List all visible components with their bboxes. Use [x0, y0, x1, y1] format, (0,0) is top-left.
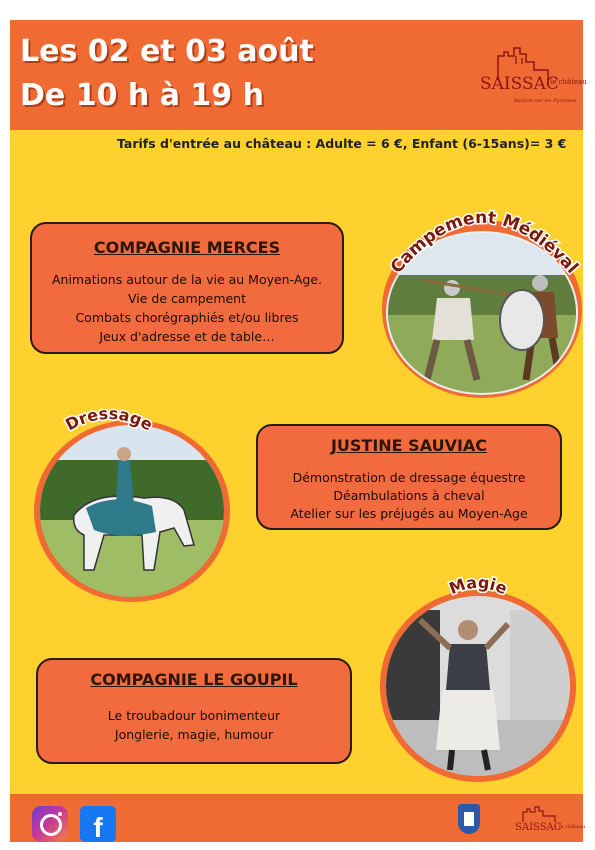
goupil-title: COMPAGNIE LE GOUPIL	[90, 670, 298, 689]
castle-logo-icon	[515, 804, 575, 824]
dressage-photo	[34, 420, 230, 602]
coat-of-arms-icon	[458, 804, 480, 834]
merces-title: COMPAGNIE MERCES	[93, 238, 281, 257]
event-poster	[10, 20, 587, 843]
svg-text:Campement Médiéval: Campement Médiéval	[386, 207, 582, 278]
saissac-logo	[478, 40, 587, 110]
sauviac-line: Démonstration de dressage équestre	[292, 470, 526, 485]
sauviac-line: Atelier sur les préjugés au Moyen-Age	[290, 506, 528, 521]
svg-text:Magie: Magie	[446, 572, 511, 599]
logo-name: SAISSAC	[480, 74, 559, 94]
magie-photo	[380, 590, 576, 782]
event-hours: De 10 h à 19 h	[20, 78, 264, 113]
svg-text:Dressage: Dressage	[62, 403, 156, 435]
event-dates: Les 02 et 03 août	[20, 34, 314, 69]
goupil-box	[36, 658, 352, 764]
merces-line: Animations autour de la vie au Moyen-Age.	[51, 272, 322, 287]
footer-logo	[515, 804, 586, 840]
merces-line: Combats chorégraphiés et/ou libres	[75, 310, 299, 325]
sauviac-box	[256, 424, 562, 530]
instagram-icon[interactable]	[32, 806, 68, 842]
footer-logo-subtitle: le château	[559, 824, 586, 830]
entrance-prices: Tarifs d'entrée au château : Adulte = 6 €, Enfant (6-15ans)= 3 €	[117, 136, 567, 151]
sauviac-title: JUSTINE SAUVIAC	[330, 436, 488, 455]
goupil-line: Le troubadour bonimenteur	[107, 708, 281, 723]
goupil-line: Jonglerie, magie, humour	[114, 727, 274, 742]
footer-logo-name: SAISSAC	[515, 822, 562, 833]
facebook-icon[interactable]: f	[80, 806, 116, 842]
merces-line: Jeux d'adresse et de table…	[99, 329, 275, 344]
logo-subtitle: le château	[550, 78, 587, 86]
footer-banner	[10, 794, 586, 843]
sauviac-line: Déambulations à cheval	[333, 488, 485, 503]
header-banner	[10, 20, 587, 130]
campement-label	[382, 188, 582, 278]
dressage-label	[54, 392, 164, 442]
logo-tagline: Bastion sur les Pyrénées	[514, 98, 577, 104]
merces-line: Vie de campement	[127, 291, 247, 306]
merces-box	[30, 222, 344, 354]
magie-label	[428, 560, 528, 608]
